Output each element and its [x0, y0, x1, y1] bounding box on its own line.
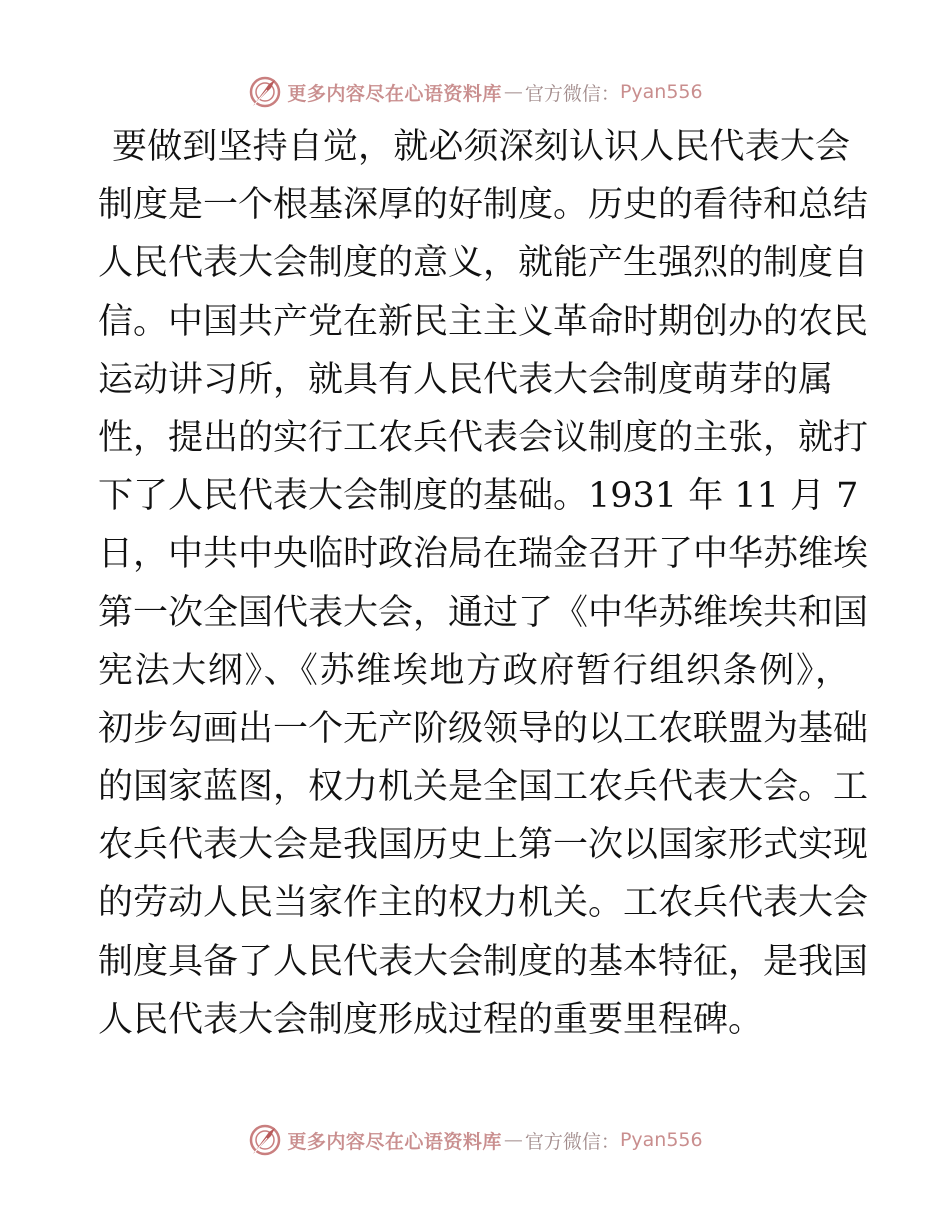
paragraph-line: 人民代表大会制度的意义，就能产生强烈的制度自: [98, 243, 869, 284]
quill-logo-icon: [247, 1122, 283, 1158]
paragraph-line: 的劳动人民当家作主的权力机关。工农兵代表大会: [98, 883, 869, 924]
paragraph-line: 运动讲习所，就具有人民代表大会制度萌芽的属: [98, 359, 834, 400]
paragraph-line: 的国家蓝图，权力机关是全国工农兵代表大会。工: [98, 767, 869, 808]
watermark-dash: —: [503, 1129, 523, 1151]
paragraph-line: 人民代表大会制度形成过程的重要里程碑。: [98, 999, 764, 1040]
paragraph-line: 信。中国共产党在新民主主义革命时期创办的农民: [98, 301, 869, 342]
watermark-main-text: 更多内容尽在心语资料库: [287, 82, 502, 105]
watermark-dash: —: [503, 81, 523, 103]
paragraph-line: 日，中共中央临时政治局在瑞金召开了中华苏维埃: [98, 534, 869, 575]
watermark-wechat-label: 官方微信：: [524, 1130, 620, 1153]
footer-watermark: [0, 1120, 950, 1160]
header-watermark: [0, 72, 950, 112]
paragraph-line: 第一次全国代表大会，通过了《中华苏维埃共和国: [98, 592, 869, 633]
watermark-wechat-id: Pyan556: [619, 1129, 703, 1151]
paragraph-line: 宪法大纲》、《苏维埃地方政府暂行组织条例》，: [98, 650, 850, 691]
paragraph-line: 性，提出的实行工农兵代表会议制度的主张，就打: [98, 417, 869, 458]
paragraph-line: 制度具备了人民代表大会制度的基本特征，是我国: [98, 941, 869, 982]
paragraph-line: 制度是一个根基深厚的好制度。历史的看待和总结: [98, 185, 869, 226]
paragraph-line: 初步勾画出一个无产阶级领导的以工农联盟为基础: [98, 708, 869, 749]
quill-logo-icon: [247, 74, 283, 110]
document-paragraph: [98, 118, 869, 1049]
paragraph-line: 下了人民代表大会制度的基础。1931 年 11 月 7: [98, 476, 859, 517]
watermark-main-text: 更多内容尽在心语资料库: [287, 1130, 502, 1153]
watermark-wechat-label: 官方微信：: [524, 82, 620, 105]
paragraph-line: 农兵代表大会是我国历史上第一次以国家形式实现: [98, 825, 869, 866]
paragraph-line: 要做到坚持自觉，就必须深刻认识人民代表大会: [112, 127, 850, 167]
watermark-wechat-id: Pyan556: [619, 81, 703, 103]
